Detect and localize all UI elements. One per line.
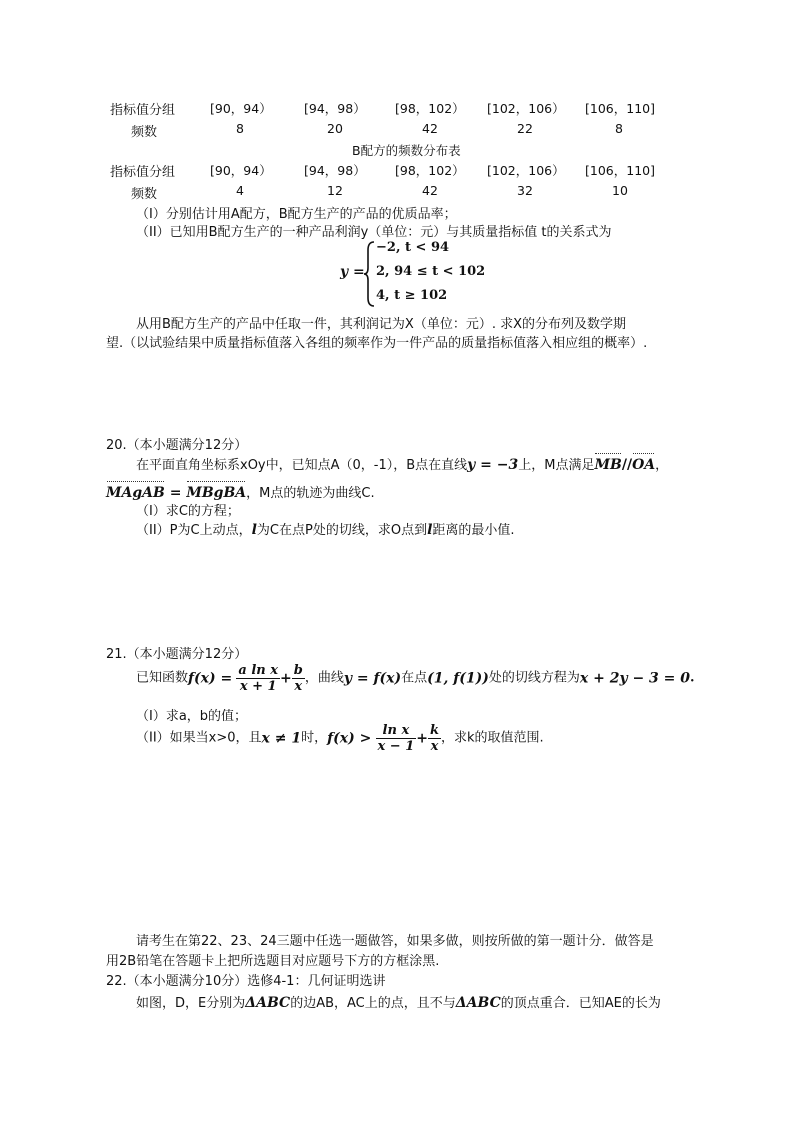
q21-part2 <box>136 723 544 754</box>
table-b-caption: B配方的频数分布表 <box>352 143 461 158</box>
q21-den3: x − 1 <box>377 739 415 754</box>
table-b-group-4: [102，106） <box>487 163 565 178</box>
table-a-group-4: [102，106） <box>487 101 565 116</box>
q21-part2-c: ，求k的取值范围. <box>441 730 544 746</box>
q20-title: 20.（本小题满分12分） <box>106 438 248 453</box>
q19-piecewise-formula <box>340 240 500 310</box>
q20-vector-oa: OA <box>632 457 656 473</box>
q22-line-c: 的顶点重合．已知AE的长为 <box>500 996 661 1011</box>
q19-text3a: 从用B配方生产的产品中任取一件，其利润记为X（单位：元）. 求X的分布列及数学期 <box>136 317 626 332</box>
q21-part1: （I）求a，b的值； <box>136 709 248 724</box>
q21-condition: x ≠ 1 <box>261 730 302 747</box>
q22-line-b: 的边AB，AC上的点，且不与 <box>290 996 456 1011</box>
q20-line-y-eq: y = −3 <box>467 457 519 473</box>
q20-line-l: l <box>251 522 257 538</box>
q21-den1: x + 1 <box>239 679 277 694</box>
q22-line-a: 如图，D，E分别为 <box>136 996 246 1011</box>
q21-num1: a ln x <box>238 663 279 678</box>
table-b-group-3: [98，102） <box>395 163 465 178</box>
q20-dot-product-left: MAgAB <box>106 485 165 501</box>
table-b-label-freq: 频数 <box>131 187 158 202</box>
q20-line-l-2: l <box>427 522 433 538</box>
q20-dot-product-right: MBgBA <box>186 485 247 501</box>
q21-part2-b: 时， <box>301 730 328 746</box>
q21-tangent: x + 2y − 3 = 0 <box>579 670 691 687</box>
notice-line2: 用2B铅笔在答题卡上把所选题目对应题号下方的方框涂黑. <box>106 954 440 969</box>
q20-part2-a: （II）P为C上动点， <box>136 523 252 538</box>
q21-fx: f(x) = <box>188 670 233 687</box>
table-a-freq-4: 22 <box>517 121 533 136</box>
table-a-group-2: [94，98） <box>304 101 366 116</box>
table-b-freq-2: 12 <box>327 183 343 198</box>
q21-num3: ln x <box>376 723 417 739</box>
q20-part2-c: 距离的最小值. <box>432 523 515 538</box>
q20-part1: （I）求C的方程； <box>136 504 240 519</box>
q19-case1: −2, t < 94 <box>376 240 450 255</box>
q21-plus: + <box>280 670 292 687</box>
q20-vector-mb: MB <box>594 457 622 473</box>
q22-title: 22.（本小题满分10分）选修4-1：几何证明选讲 <box>106 974 386 989</box>
q21-point: (1, f(1)) <box>427 670 489 687</box>
q21-end: . <box>690 670 695 686</box>
table-a-label-freq: 频数 <box>131 125 158 140</box>
table-a-freq-3: 42 <box>422 121 438 136</box>
q19-part1: （I）分别估计用A配方，B配方生产的产品的优质品率； <box>136 207 457 222</box>
q21-den2: x <box>294 679 303 694</box>
q20-line1 <box>136 454 668 473</box>
table-b-group-5: [106，110] <box>585 163 655 178</box>
table-a-label-groups: 指标值分组 <box>110 103 176 118</box>
q21-fraction-1 <box>236 663 280 694</box>
table-b-freq-4: 32 <box>517 183 533 198</box>
table-b-freq-3: 42 <box>422 183 438 198</box>
q21-num2: b <box>293 663 303 678</box>
q21-part2-f: f(x) > <box>327 730 372 747</box>
q20-line1-end: ， <box>655 458 669 473</box>
q21-mid1: ，曲线 <box>304 670 344 686</box>
q21-num4: k <box>429 723 439 738</box>
q21-title: 21.（本小题满分12分） <box>106 647 248 662</box>
table-a-group-3: [98，102） <box>395 101 465 116</box>
q20-parallel-sign: // <box>621 457 633 473</box>
table-b-group-2: [94，98） <box>304 163 366 178</box>
q22-triangle-1: ΔABC <box>245 995 291 1011</box>
table-a-freq-5: 8 <box>615 121 623 136</box>
q20-equals: = <box>164 485 187 501</box>
q21-mid2: 在点 <box>401 670 428 686</box>
q21-den4: x <box>430 739 439 754</box>
q20-line1-a: 在平面直角坐标系xOy中，已知点A（0，-1），B点在直线 <box>136 458 468 473</box>
notice-line1: 请考生在第22、23、24三题中任选一题做答，如果多做，则按所做的第一题计分．做答是 <box>136 934 654 949</box>
q20-line2-end: ，M点的轨迹为曲线C. <box>246 486 375 501</box>
q19-case2: 2, 94 ≤ t < 102 <box>376 264 486 279</box>
left-brace-icon <box>364 240 376 308</box>
q19-formula-lhs: y = <box>340 264 365 280</box>
q22-triangle-2: ΔABC <box>455 995 501 1011</box>
q20-part2 <box>136 519 515 538</box>
q19-part2: （II）已知用B配方生产的一种产品利润y（单位：元）与其质量指标值 t的关系式为 <box>136 225 612 240</box>
table-b-group-1: [90，94） <box>210 163 272 178</box>
q21-fraction-2 <box>292 663 305 694</box>
q20-part2-b: 为C在点P处的切线，求O点到 <box>256 523 428 538</box>
q21-fraction-3 <box>376 723 417 754</box>
q21-intro: 已知函数 <box>136 670 189 686</box>
table-b-label-groups: 指标值分组 <box>110 165 176 180</box>
q21-line1 <box>136 663 695 694</box>
q22-line <box>136 992 661 1011</box>
table-a-group-5: [106，110] <box>585 101 655 116</box>
q21-fraction-4 <box>428 723 441 754</box>
q21-part2-a: （II）如果当x>0，且 <box>136 730 262 746</box>
table-a-freq-2: 20 <box>327 121 343 136</box>
table-b-freq-1: 4 <box>236 183 244 198</box>
q20-line2 <box>106 482 375 501</box>
table-b-freq-5: 10 <box>612 183 628 198</box>
q20-line1-b: 上，M点满足 <box>518 458 595 473</box>
table-a-group-1: [90，94） <box>210 101 272 116</box>
q21-curve: y = f(x) <box>343 670 402 687</box>
q19-case3: 4, t ≥ 102 <box>376 288 448 303</box>
q19-text3b: 望.（以试验结果中质量指标值落入各组的频率作为一件产品的质量指标值落入相应组的概率）. <box>106 336 648 351</box>
table-a-freq-1: 8 <box>236 121 244 136</box>
q21-mid3: 处的切线方程为 <box>488 670 580 686</box>
q21-plus-2: + <box>416 730 428 747</box>
